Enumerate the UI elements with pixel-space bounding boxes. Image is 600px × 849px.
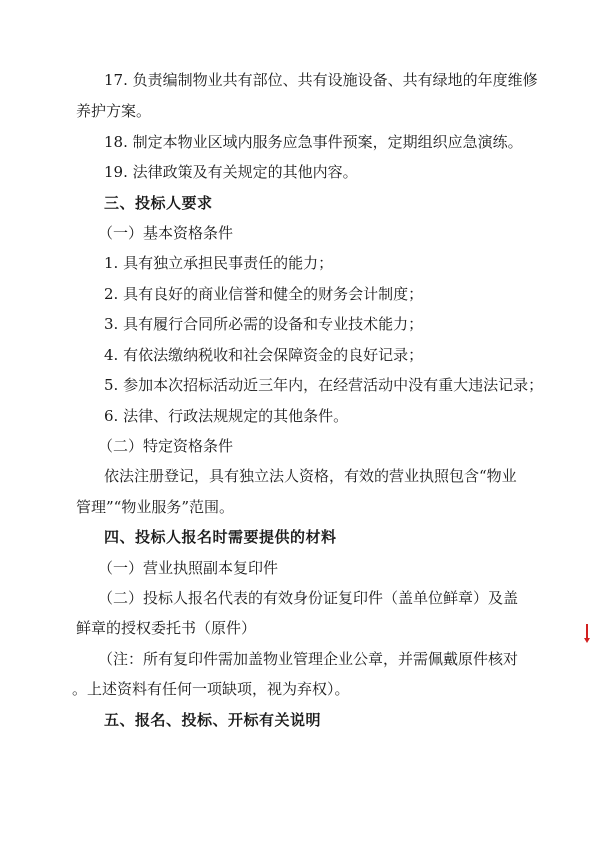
basic-qualification-title: （一）基本资格条件 bbox=[98, 224, 234, 242]
condition-2: 2. 具有良好的商业信誉和健全的财务会计制度； bbox=[104, 285, 424, 303]
specific-qualification-line-1: 依法注册登记，具有独立法人资格，有效的营业执照包含“物业 bbox=[104, 467, 517, 485]
red-annotation-mark bbox=[586, 624, 588, 640]
condition-6: 6. 法律、行政法规规定的其他条件。 bbox=[104, 407, 349, 425]
item-18: 18. 制定本物业区域内服务应急事件预案，定期组织应急演练。 bbox=[104, 133, 523, 151]
condition-1: 1. 具有独立承担民事责任的能力； bbox=[104, 254, 334, 272]
specific-qualification-line-2: 管理”“物业服务”范围。 bbox=[76, 498, 235, 516]
material-item-2-line-1: （二）投标人报名代表的有效身份证复印件（盖单位鲜章）及盖 bbox=[98, 589, 519, 607]
item-19: 19. 法律政策及有关规定的其他内容。 bbox=[104, 163, 358, 181]
material-item-1: （一）营业执照副本复印件 bbox=[98, 559, 279, 577]
material-note-line-1: （注：所有复印件需加盖物业管理企业公章，并需佩戴原件核对 bbox=[98, 650, 519, 668]
section-4-heading: 四、投标人报名时需要提供的材料 bbox=[104, 528, 337, 546]
material-note-line-2: 。上述资料有任何一项缺项，视为弃权）。 bbox=[72, 680, 350, 698]
item-17-line-1: 17. 负责编制物业共有部位、共有设施设备、共有绿地的年度维修 bbox=[104, 71, 538, 89]
item-17-line-2: 养护方案。 bbox=[76, 102, 152, 120]
condition-3: 3. 具有履行合同所必需的设备和专业技术能力； bbox=[104, 315, 424, 333]
section-5-heading: 五、报名、投标、开标有关说明 bbox=[104, 711, 322, 729]
condition-5: 5. 参加本次招标活动近三年内，在经营活动中没有重大违法记录； bbox=[104, 376, 544, 394]
section-3-heading: 三、投标人要求 bbox=[104, 194, 213, 212]
specific-qualification-title: （二）特定资格条件 bbox=[98, 437, 234, 455]
condition-4: 4. 有依法缴纳税收和社会保障资金的良好记录； bbox=[104, 346, 424, 364]
material-item-2-line-2: 鲜章的授权委托书（原件） bbox=[76, 619, 257, 637]
